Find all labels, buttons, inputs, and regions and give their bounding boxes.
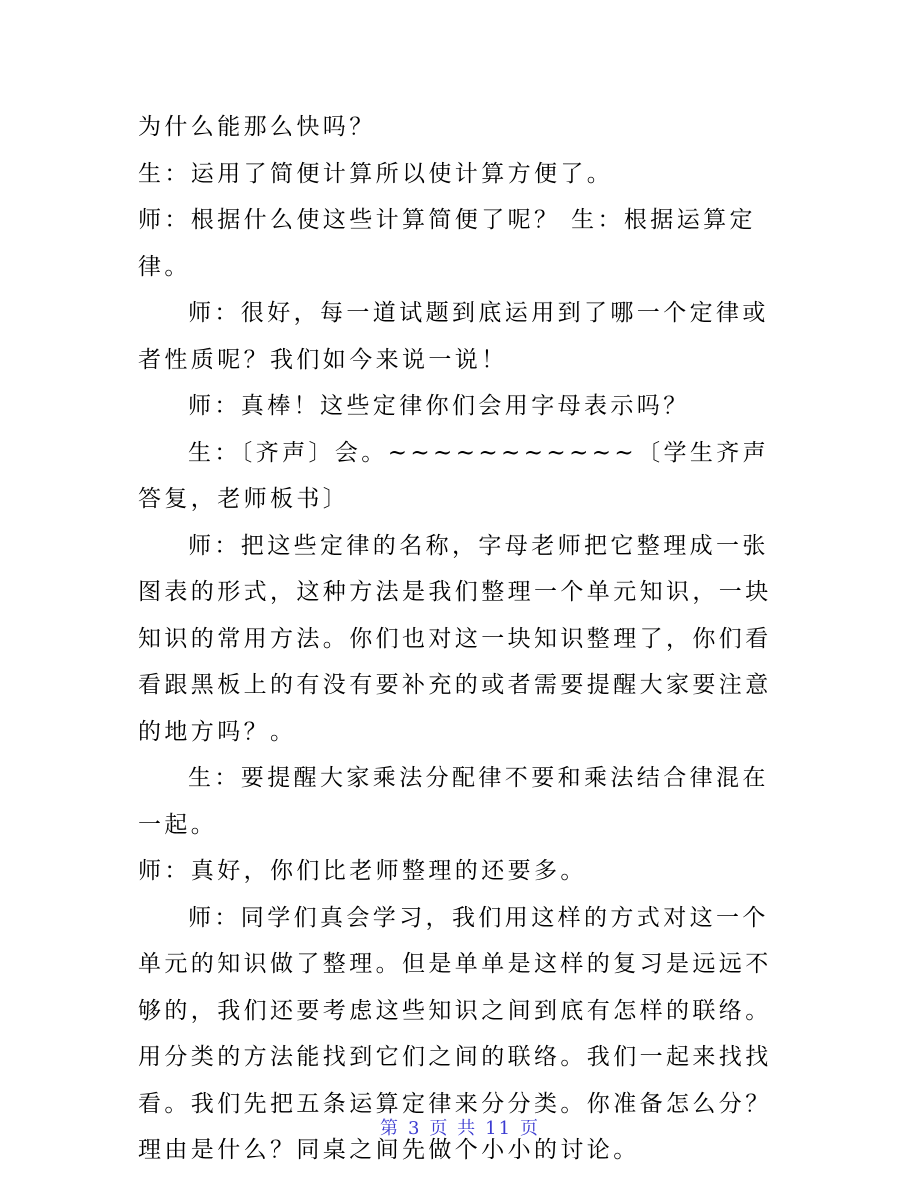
document-body [138,104,788,1174]
paragraph: 为什么能那么快吗？ [138,114,376,140]
paragraph: 师：很好，每一道试题到底运用到了哪一个定律或者性质呢？我们如今来说一说！ [138,300,769,373]
paragraph: 师：真好，你们比老师整理的还要多。 [138,858,587,884]
footer-prefix: 第 [379,1118,400,1139]
footer-total-pages: 11 [485,1118,513,1139]
paragraph: 师：把这些定律的名称，字母老师把它整理成一张图表的形式，这种方法是我们整理一个单元知识，一块知识的常用方法。你们也对这一块知识整理了，你们看看跟黑板上的有没有要补充的或者需要提醒大家要注意的地方吗？。 [138,532,772,745]
footer-middle: 页 共 [429,1118,478,1139]
footer-suffix: 页 [520,1118,541,1139]
paragraph: 生：〔齐声〕会。~~~~~~~~~~~〔学生齐声答复，老师板书〕 [138,439,770,512]
paragraph: 师：根据什么使这些计算简便了呢？ 生：根据运算定律。 [138,207,756,280]
paragraph: 生：运用了简便计算所以使计算方便了。 [138,160,614,187]
paragraph: 师：真棒！这些定律你们会用字母表示吗？ [188,393,690,419]
paragraph: 师：同学们真会学习，我们用这样的方式对这一个单元的知识做了整理。但是单单是这样的复习是远远不够的，我们还要考虑这些知识之间到底有怎样的联络。用分类的方法能找到它们之间的联络。我们一起来找找看。我们先把五条运算定律来分分类。你准备怎么分？理由是什么？同桌之间先做个小小的讨论。 [138,904,772,1163]
footer-page-number: 3 [407,1118,422,1139]
paragraph: 生：要提醒大家乘法分配律不要和乘法结合律混在一起。 [138,765,769,838]
page-footer [0,1114,920,1140]
